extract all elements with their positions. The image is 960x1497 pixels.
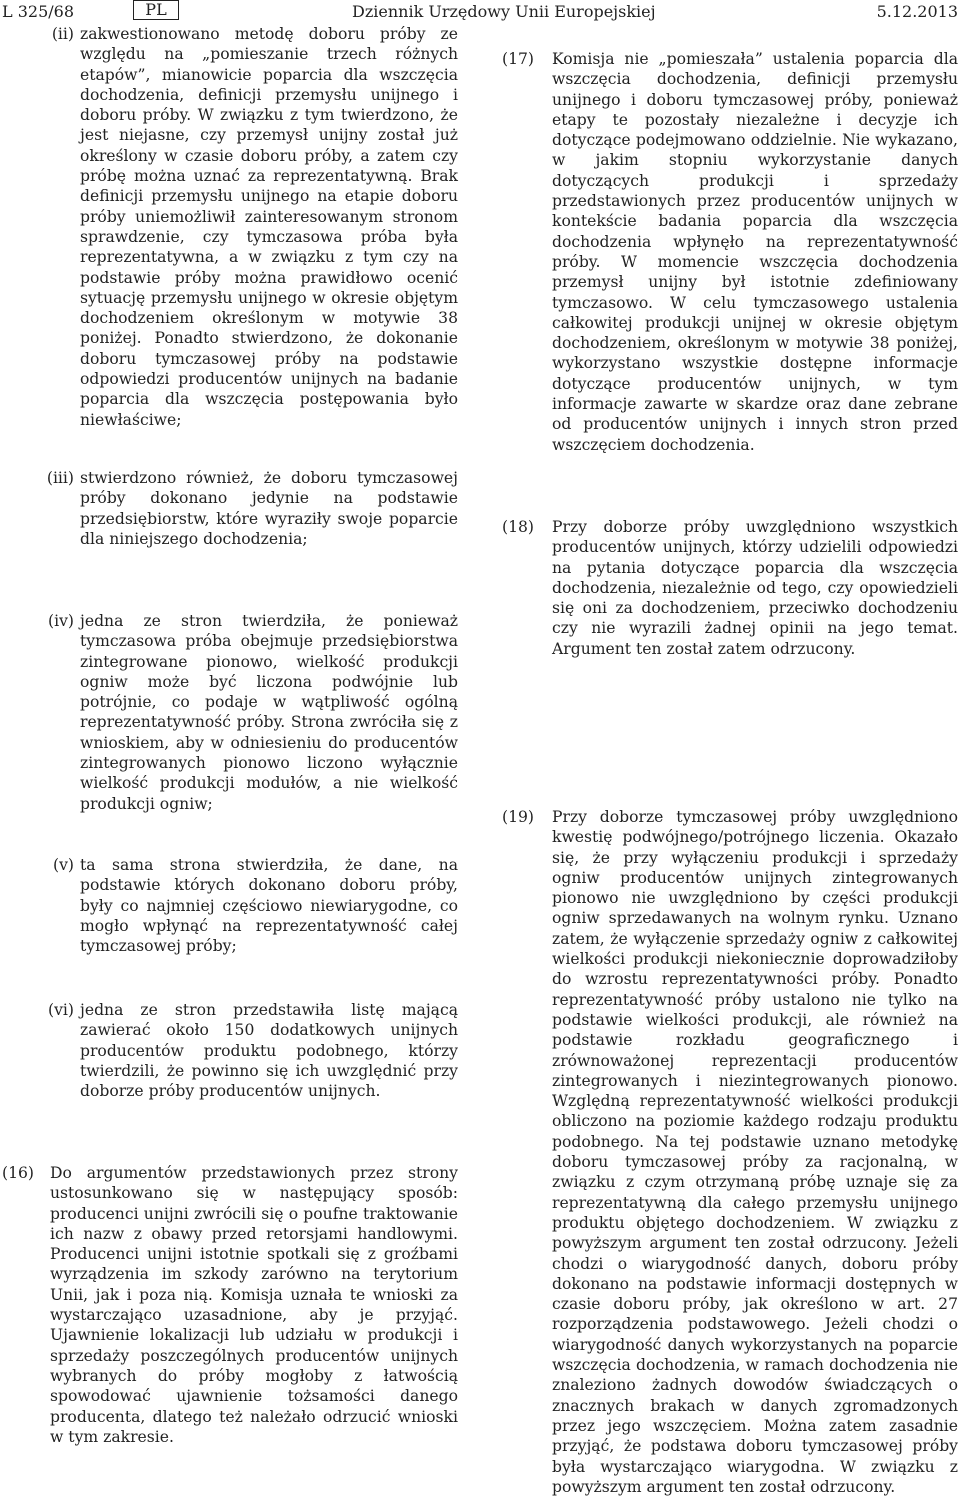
- item-number-v: (v): [53, 856, 74, 874]
- page-number: L 325/68: [2, 2, 74, 21]
- paragraph-16-text: Do argumentów przedstawionych przez strony ustosunkowano się w następujący sposób: producenci unijni zwrócili się o poufne traktowanie ich nazw z obawy przed retorsjami handlowymi. Producenci unijni istotnie spotkali się z groźbami wyrządzenia im szkody zarówno na terytorium Unii, jak i poza nią. Komisja uznała te wnioski za wystarczająco uzasadnione, aby je przyjąć. Ujawnienie lokalizacji lub udziału w produkcji i sprzedaży poszczególnych producentów unijnych wybranych do próby mogłoby z łatwością spowodować ujawnienie tożsamości danego producenta, dlatego też należało odrzucić wnioski w tym zakresie.: [50, 1164, 458, 1446]
- paragraph-number-17: (17): [502, 50, 535, 68]
- item-vi-text: jedna ze stron przedstawiła listę mającą zawierać około 150 dodatkowych unijnych producentów produktu podobnego, którzy twierdzili, że powinno się ich uwzględnić przy doborze próby producentów unijnych.: [80, 1001, 458, 1101]
- paragraph-number-18: (18): [502, 518, 535, 536]
- item-ii-text: zakwestionowano metodę doboru próby ze względu na „pomieszanie trzech różnych etapów”, mianowicie poparcia dla wszczęcia dochodzenia, definicji przemysłu unijnego i doboru próby. W związku z tym twierdzono, że jest niejasne, czy przemysł unijny został już określony w czasie doboru próby, a zatem czy próbę można uznać za reprezentatywną. Brak definicji przemysłu unijnego na etapie doboru próby uniemożliwił zainteresowanym stronom sprawdzenie, czy tymczasowa próba była reprezentatywna, a w związku z tym czy na podstawie próby można prawidłowo ocenić sytuację przemysłu unijnego w okresie objętym dochodzeniem określonym w motywie 38 poniżej. Ponadto stwierdzono, że dokonanie doboru tymczasowej próby na podstawie odpowiedzi producentów unijnych na badanie poparcia dla wszczęcia postępowania było niewłaściwe;: [80, 25, 458, 429]
- paragraph-number-16: (16): [2, 1164, 35, 1182]
- item-number-iii: (iii): [46, 469, 74, 487]
- publication-date: 5.12.2013: [876, 2, 958, 21]
- item-number-vi: (vi): [48, 1001, 74, 1019]
- page-header: [0, 0, 960, 24]
- paragraph-number-19: (19): [502, 808, 535, 826]
- language-badge: PL: [133, 0, 179, 20]
- paragraph-18-text: Przy doborze próby uwzględniono wszystkich producentów unijnych, którzy udzielili odpowiedzi na pytania dotyczące poparcia dla wszczęcia dochodzenia, niezależnie od tego, czy opowiedzieli się oni za dochodzeniem, przeciwko dochodzeniu czy nie wyrazili żadnej opinii na jego temat. Argument ten został zatem odrzucony.: [552, 518, 958, 658]
- paragraph-17-text: Komisja nie „pomieszała” ustalenia poparcia dla wszczęcia dochodzenia, definicji przemysłu unijnego i doboru tymczasowej próby, ponieważ etapy te pozostały niezależne i decyzje ich dotyczące podejmowano oddzielnie. Nie wykazano, w jakim stopniu wykorzystanie danych dotyczących produkcji i sprzedaży przedstawionych przez producentów unijnych w kontekście badania poparcia dla wszczęcia dochodzenia wpłynęło na reprezentatywność próby. W momencie wszczęcia dochodzenia przemysł unijny był istotnie zdefiniowany tymczasowo. W celu tymczasowego ustalenia całkowitej produkcji unijnej w okresie objętym dochodzeniem, określonym w motywie 38 poniżej, wykorzystano wszystkie dostępne informacje dotyczące producentów unijnych, w tym informacje zawarte w skardze oraz dane zebrane od producentów unijnych i innych stron przed wszczęciem dochodzenia.: [552, 50, 958, 454]
- paragraph-19-text: Przy doborze tymczasowej próby uwzględniono kwestię podwójnego/potrójnego liczenia. Okazało się, że przy wyłączeniu produkcji i sprzedaży ogniw producentów unijnych zintegrowanych pionowo nie uwzględniono by części produkcji ogniw sprzedawanych na wolnym rynku. Uznano zatem, że wyłączenie sprzedaży ogniw z całkowitej wielkości produkcji niekoniecznie doprowadziłoby do wzrostu reprezentatywności próby. Ponadto reprezentatywność próby ustalono nie tylko na podstawie wielkości produkcji, ale również na podstawie rozkładu geograficznego i zrównoważonej reprezentacji producentów zintegrowanych i niezintegrowanych pionowo. Względną reprezentatywność wielkości produkcji obliczono na poziomie każdego rodzaju produktu podobnego. Na tej podstawie uznano metodykę doboru tymczasowej próby za racjonalną, w związku z czym otrzymaną próbę uznaje się za reprezentatywną dla całego przemysłu unijnego produktu objętego dochodzeniem. W związku z powyższym argument ten został odrzucony. Jeżeli chodzi o wiarygodność danych, doboru próby dokonano na podstawie informacji dostępnych w czasie doboru próby, jak określono w art. 27 rozporządzenia podstawowego. Jeżeli chodzi o wiarygodność danych wykorzystanych na poparcie wszczęcia dochodzenia, w ramach dochodzenia nie znaleziono żadnych dowodów świadczących o znacznych brakach w danych zgromadzonych przez jego wszczęciem. Można zatem zasadnie przyjąć, że podstawa doboru tymczasowej próby była wystarczająco wiarygodna. W związku z powyższym argument ten został odrzucony.: [552, 808, 958, 1496]
- item-number-ii: (ii): [51, 25, 74, 43]
- journal-title: Dziennik Urzędowy Unii Europejskiej: [352, 2, 656, 21]
- item-v-text: ta sama strona stwierdziła, że dane, na podstawie których dokonano doboru próby, były co najmniej częściowo niewiarygodne, co mogło wpłynąć na reprezentatywność całej tymczasowej próby;: [80, 856, 458, 956]
- item-iii-text: stwierdzono również, że doboru tymczasowej próby dokonano jedynie na podstawie przedsiębiorstw, które wyraziły swoje poparcie dla niniejszego dochodzenia;: [80, 469, 458, 548]
- item-iv-text: jedna ze stron twierdziła, że ponieważ tymczasowa próba obejmuje przedsiębiorstwa zintegrowane pionowo, wielkość produkcji ogniw może być liczona podwójnie lub potrójnie, co podaje w wątpliwość ogólną reprezentatywność próby. Strona zwróciła się z wnioskiem, aby w odniesieniu do producentów zintegrowanych pionowo liczono wyłącznie wielkość produkcji modułów, a nie wielkość produkcji ogniw;: [80, 612, 458, 813]
- item-number-iv: (iv): [48, 612, 74, 630]
